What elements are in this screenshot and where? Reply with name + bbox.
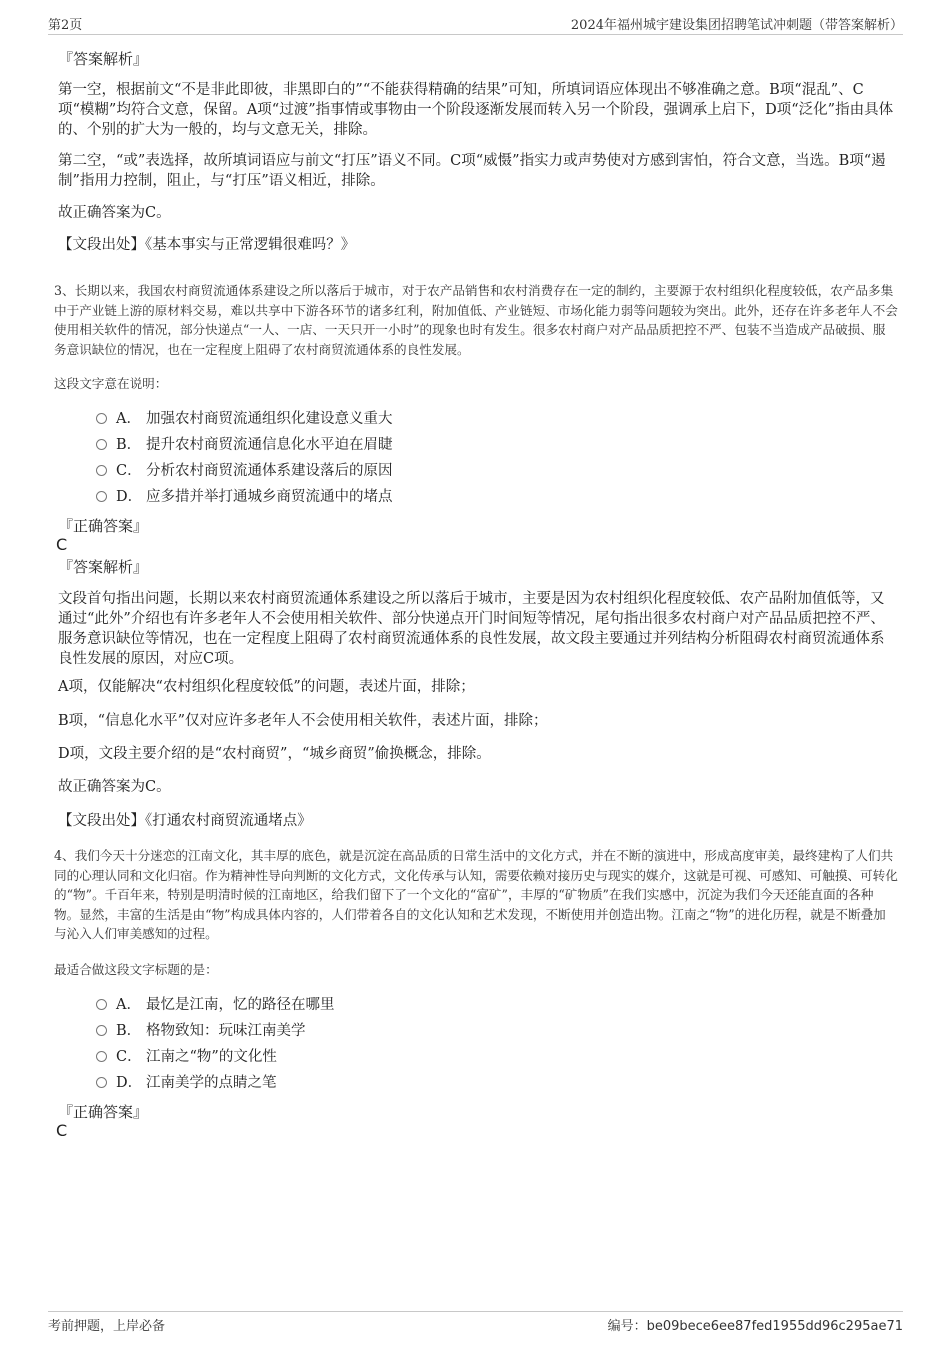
page-number: 第2页 xyxy=(48,18,83,33)
radio-icon[interactable] xyxy=(96,439,107,450)
question-4-prompt: 最适合做这段文字标题的是： xyxy=(54,962,218,977)
analysis-paragraph-3: B项，“信息化水平”仅对应许多老年人不会使用相关软件，表述片面，排除； xyxy=(58,713,548,729)
analysis-conclusion: 故正确答案为C。 xyxy=(58,779,171,795)
question-3-option-b[interactable]: B． 提升农村商贸流通信息化水平迫在眉睫 xyxy=(96,434,393,456)
analysis-paragraph-2: 第二空，“或”表选择，故所填词语应与前文“打压”语义不同。C项“威慑”指实力或声势使对方感到害怕，符合文意，当选。B项“遏制”指用力控制，阻止，与“打压”语义相近，排除。 xyxy=(58,153,886,189)
radio-icon[interactable] xyxy=(96,465,107,476)
correct-answer: C xyxy=(56,1121,68,1140)
page-footer xyxy=(48,1311,903,1334)
question-4-option-d[interactable]: D． 江南美学的点睛之笔 xyxy=(96,1072,277,1094)
analysis-paragraph-1: 文段首句指出问题，长期以来农村商贸流通体系建设之所以落后于城市，主要是因为农村组织化程度较低、农产品附加值低等，又通过“此外”介绍也有许多老年人不会使用相关软件、部分快递点开门时间短等情况，尾句指出很多农村商户对产品品质把控不严、服务意识缺位等情况，也在一定程度上阻碍了农村商贸流通体系的良性发展，故文段主要通过并列结构分析阻碍农村商贸流通体系良性发展的原因，对应C项。 xyxy=(58,591,885,667)
analysis-paragraph-2: A项，仅能解决“农村组织化程度较低”的问题，表述片面，排除； xyxy=(58,679,475,695)
question-3-option-a[interactable]: A． 加强农村商贸流通组织化建设意义重大 xyxy=(96,408,393,430)
correct-answer-label: 『正确答案』 xyxy=(58,1103,149,1121)
analysis-conclusion: 故正确答案为C。 xyxy=(58,205,171,221)
radio-icon[interactable] xyxy=(96,491,107,502)
question-4-text: 4、我们今天十分迷恋的江南文化，其丰厚的底色，就是沉淀在高品质的日常生活中的文化方式，并在不断的演进中，形成高度审美，最终建构了人们共同的心理认同和文化归宿。作为精神性导向判断的文化方式，文化传承与认知，需要依赖对接历史与现实的媒介，这就是可视、可感知、可触摸、可转化的“物”。千百年来，特别是明清时候的江南地区，给我们留下了一个文化的“富矿”，丰厚的“矿物质”在我们实感中，沉淀为我们今天还能直面的各种物。显然，丰富的生活是由“物”构成具体内容的，人们带着各自的文化认知和艺术发现，不断使用并创造出物。江南之“物”的进化历程，就是不断叠加与沁入人们审美感知的过程。 xyxy=(54,848,898,941)
analysis-label: 『答案解析』 xyxy=(58,558,149,576)
correct-answer: C xyxy=(56,535,68,554)
question-4-option-c[interactable]: C． 江南之“物”的文化性 xyxy=(96,1046,277,1068)
analysis-label: 『答案解析』 xyxy=(58,50,149,68)
radio-icon[interactable] xyxy=(96,1025,107,1036)
document-id-code: be09bece6ee87fed1955dd96c295ae71 xyxy=(646,1319,903,1334)
source-citation: 【文段出处】《基本事实与正常逻辑很难吗？》 xyxy=(58,237,356,253)
analysis-paragraph-4: D项，文段主要介绍的是“农村商贸”，“城乡商贸”偷换概念，排除。 xyxy=(58,746,491,762)
source-citation: 【文段出处】《打通农村商贸流通堵点》 xyxy=(58,813,312,829)
question-4-option-b[interactable]: B． 格物致知：玩味江南美学 xyxy=(96,1020,306,1042)
radio-icon[interactable] xyxy=(96,413,107,424)
question-3-prompt: 这段文字意在说明： xyxy=(54,376,168,391)
analysis-paragraph-1: 第一空，根据前文“不是非此即彼，非黑即白的”“不能获得精确的结果”可知，所填词语应体现出不够准确之意。B项“混乱”、C项“模糊”均符合文意，保留。A项“过渡”指事情或事物由一个阶段逐渐发展而转入另一个阶段，强调承上启下，D项“泛化”指由具体的、个别的扩大为一般的，均与文意无关，排除。 xyxy=(58,82,894,138)
radio-icon[interactable] xyxy=(96,1051,107,1062)
document-id-label: 编号： xyxy=(607,1319,647,1334)
question-3-text: 3、长期以来，我国农村商贸流通体系建设之所以落后于城市，对于农产品销售和农村消费存在一定的制约，主要源于农村组织化程度较低，农产品多集中于产业链上游的原材料交易，难以共享中下游各环节的诸多红利，附加值低、产业链短、市场化能力弱等问题较为突出。此外，还存在许多老年人不会使用相关软件的情况，部分快递点“一人、一店、一天只开一小时”的现象也时有发生。很多农村商户对产品品质把控不严、包装不当造成产品破损、服务意识缺位的情况，也在一定程度上阻碍了农村商贸流通体系的良性发展。 xyxy=(54,283,898,357)
document-title: 2024年福州城宇建设集团招聘笔试冲刺题（带答案解析） xyxy=(570,18,903,33)
question-3-option-c[interactable]: C． 分析农村商贸流通体系建设落后的原因 xyxy=(96,460,393,482)
correct-answer-label: 『正确答案』 xyxy=(58,517,149,535)
footer-slogan: 考前押题，上岸必备 xyxy=(48,1319,166,1334)
document-id xyxy=(608,1315,903,1334)
page-header xyxy=(48,14,903,35)
radio-icon[interactable] xyxy=(96,1077,107,1088)
question-4-option-a[interactable]: A． 最忆是江南，忆的路径在哪里 xyxy=(96,994,335,1016)
question-3-option-d[interactable]: D． 应多措并举打通城乡商贸流通中的堵点 xyxy=(96,486,393,508)
radio-icon[interactable] xyxy=(96,999,107,1010)
